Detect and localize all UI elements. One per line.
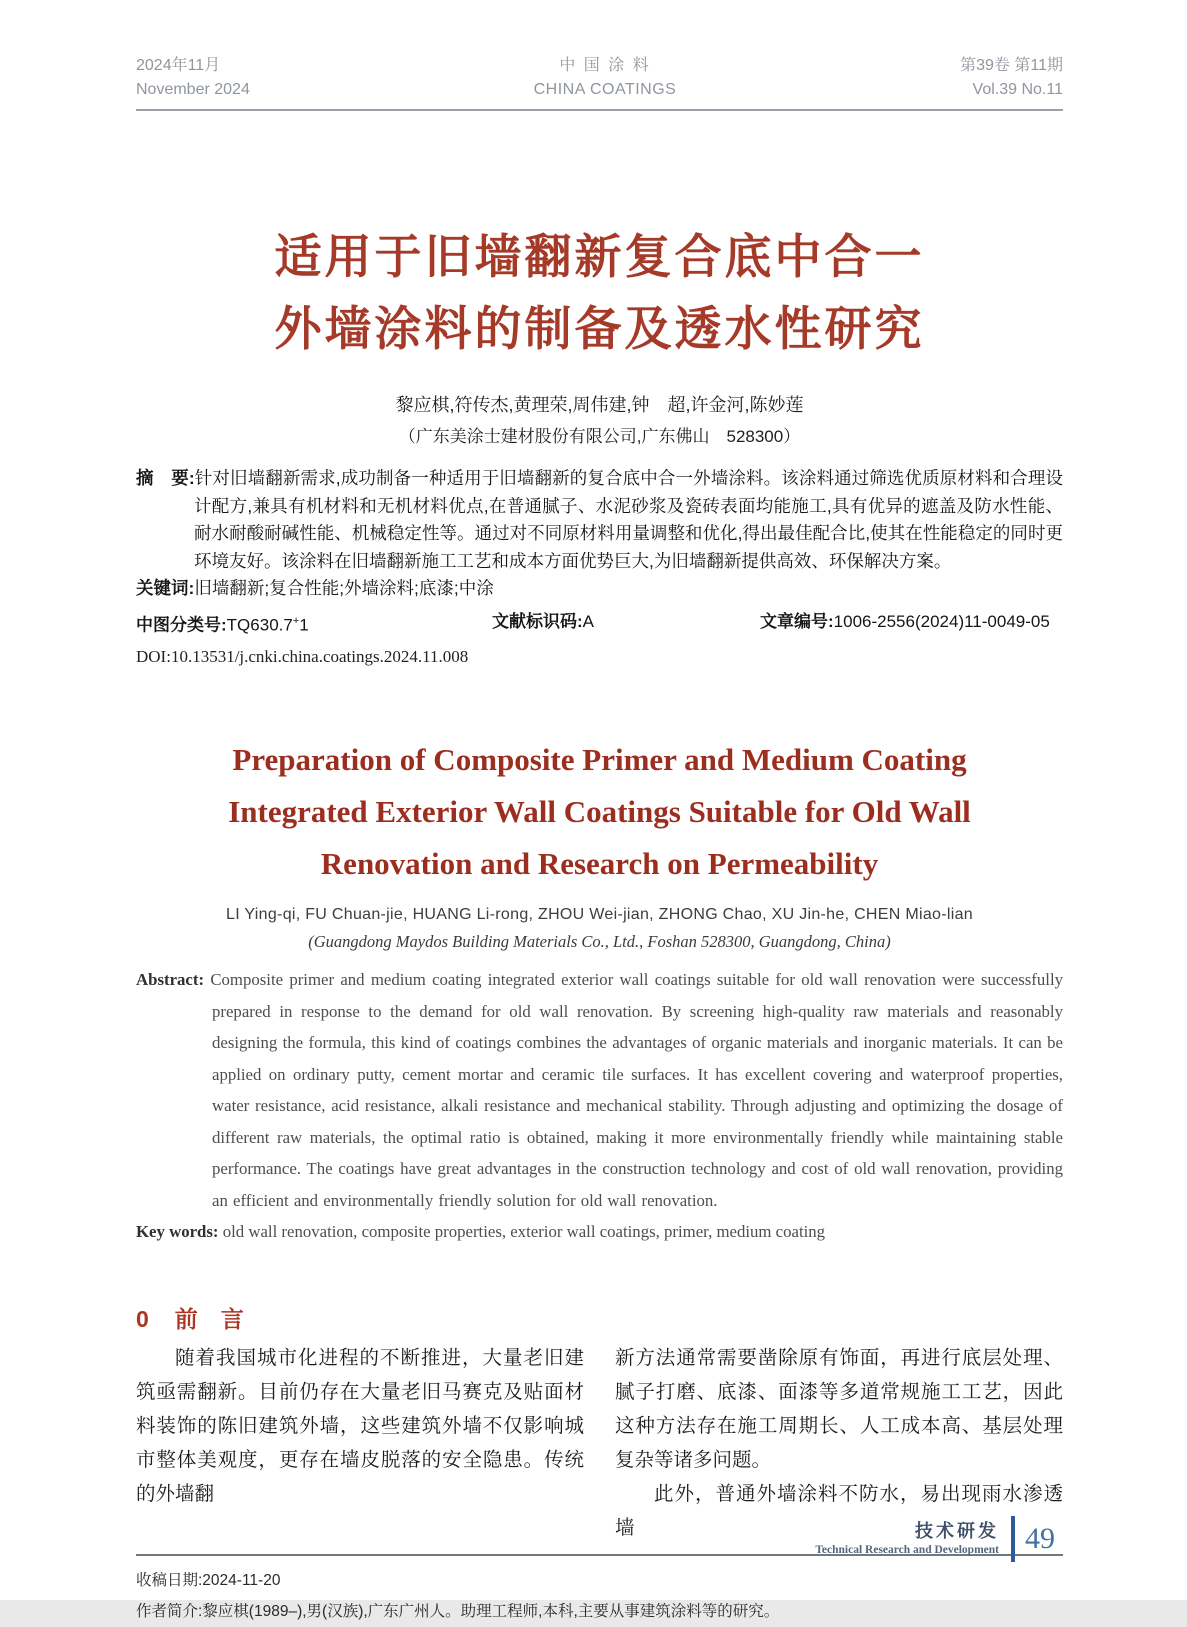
abstract-en-body: Composite primer and medium coating integrated exterior wall coatings suitable for old wall renovation were successfully prepared in response to the demand for old wall renovation. By screening high-quality raw materials and reasonably designing the formula, this kind of coatings combines the advantages of organic materials and inorganic materials. It can be applied on ordinary putty, cement mortar and ceramic tile surfaces. It has excellent covering and waterproof properties, water resistance, acid resistance, alkali resistance and mechanical stability. Through adjusting and optimizing the dosage of different raw materials, the optimal ratio is obtained, making it more environmentally friendly while maintaining stable performance. The coatings have great advantages in the construction technology and cost of old wall renovation, providing an efficient and environmentally friendly solution for old wall renovation. [210,970,1064,1210]
keywords-cn-label: 关键词: [136,578,195,598]
page-number: 49 [1025,1522,1055,1555]
document-code [492,608,760,639]
clc-value: TQ630.7 [226,615,293,635]
body-column-left [136,1342,584,1546]
header-journal-en: CHINA COATINGS [533,81,677,98]
document-code-value: A [582,611,595,631]
affiliation-cn: （广东美涂士建材股份有限公司,广东佛山 528300） [398,427,801,446]
document-code-label: 文献标识码: [492,611,583,631]
abstract-en-label: Abstract: [136,970,205,990]
keywords-en [136,1216,1063,1248]
divider-bar [1011,1516,1015,1562]
header-journal-name [534,54,677,102]
paragraph: 此外，普通外墙涂料不防水，易出现雨水渗透墙 [615,1483,1063,1539]
header-issue [960,54,1063,102]
doi: DOI:10.13531/j.cnki.china.coatings.2024.11.008 [136,647,469,667]
author-bio: 作者简介:黎应棋(1989–),男(汉族),广东广州人。助理工程师,本科,主要从事建筑涂料等的研究。 [136,1602,780,1620]
section-number: 0 [136,1305,149,1332]
article-title-en-line2: Integrated Exterior Wall Coatings Suitable for Old Wall [228,794,971,830]
article-title-cn-line1: 适用于旧墙翻新复合底中合一 [274,230,925,283]
header-journal-cn: 中 国 涂 料 [559,57,651,74]
authors-cn: 黎应棋,符传杰,黄理荣,周伟建,钟 超,许金河,陈妙莲 [395,395,804,415]
article-id-value: 1006-2556(2024)11-0049-05 [833,611,1050,631]
authors-en: LI Ying-qi, FU Chuan-jie, HUANG Li-rong, ZHOU Wei-jian, ZHONG Chao, XU Jin-he, CHEN Miao-lian [226,906,973,924]
article-title-en [136,734,1063,890]
section-heading-0 [136,1304,1063,1334]
received-date: 收稿日期:2024-11-20 [136,1571,281,1589]
article-title-cn [136,221,1063,365]
section-category [815,1520,999,1558]
keywords-cn-text: 旧墙翻新;复合性能;外墙涂料;底漆;中涂 [194,578,494,598]
meta-row [136,608,1063,639]
keywords-en-label: Key words: [136,1222,219,1242]
header-issue-cn: 第39卷 第11期 [960,57,1063,74]
affiliation-en: (Guangdong Maydos Building Materials Co., Ltd., Foshan 528300, Guangdong, China) [308,932,891,952]
section-title: 前 言 [174,1305,244,1332]
header-issue-en: Vol.39 No.11 [972,81,1063,98]
article-id [760,608,1050,639]
paragraph: 新方法通常需要凿除原有饰面，再进行底层处理、腻子打磨、底漆、面漆等多道常规施工工艺，因此这种方法存在施工周期长、人工成本高、基层处理复杂等诸多问题。 [615,1347,1063,1471]
abstract-en [136,964,1063,1216]
paragraph: 随着我国城市化进程的不断推进，大量老旧建筑亟需翻新。目前仍存在大量老旧马赛克及贴面材料装饰的陈旧建筑外墙，这些建筑外墙不仅影响城市整体美观度，更存在墙皮脱落的安全隐患。传统的外墙翻 [136,1347,584,1505]
article-title-en-line1: Preparation of Composite Primer and Medium Coating [232,742,967,778]
section-category-en: Technical Research and Development [815,1544,999,1556]
article-id-label: 文章编号: [760,611,834,631]
header-date-en: November 2024 [136,81,250,98]
header-date [136,54,250,102]
abstract-cn-text: 针对旧墙翻新需求,成功制备一种适用于旧墙翻新的复合底中合一外墙涂料。该涂料通过筛选优质原材料和合理设计配方,兼具有机材料和无机材料优点,在普通腻子、水泥砂浆及瓷砖表面均能施工,具有优异的遮盖及防水性能、耐水耐酸耐碱性能、机械稳定性等。通过对不同原材料用量调整和优化,得出最佳配合比,使其在性能稳定的同时更环境友好。该涂料在旧墙翻新施工工艺和成本方面优势巨大,为旧墙翻新提供高效、环保解决方案。 [194,468,1064,571]
clc-tail: 1 [299,615,309,635]
abstract-cn [136,465,1063,575]
footnotes [136,1554,1063,1627]
article-title-cn-line2: 外墙涂料的制备及透水性研究 [274,302,925,355]
journal-header [136,0,1063,111]
article-title-en-line3: Renovation and Research on Permeability [320,846,879,882]
clc-superscript: + [292,614,300,627]
clc-label: 中图分类号: [136,615,227,635]
page-footer [815,1516,1055,1562]
clc-number [136,608,492,639]
header-date-cn: 2024年11月 [136,57,221,74]
keywords-en-text: old wall renovation, composite properties, exterior wall coatings, primer, medium coating [218,1222,826,1242]
section-category-cn: 技术研发 [915,1521,999,1541]
abstract-cn-label: 摘 要: [136,468,195,488]
keywords-cn [136,575,1063,603]
